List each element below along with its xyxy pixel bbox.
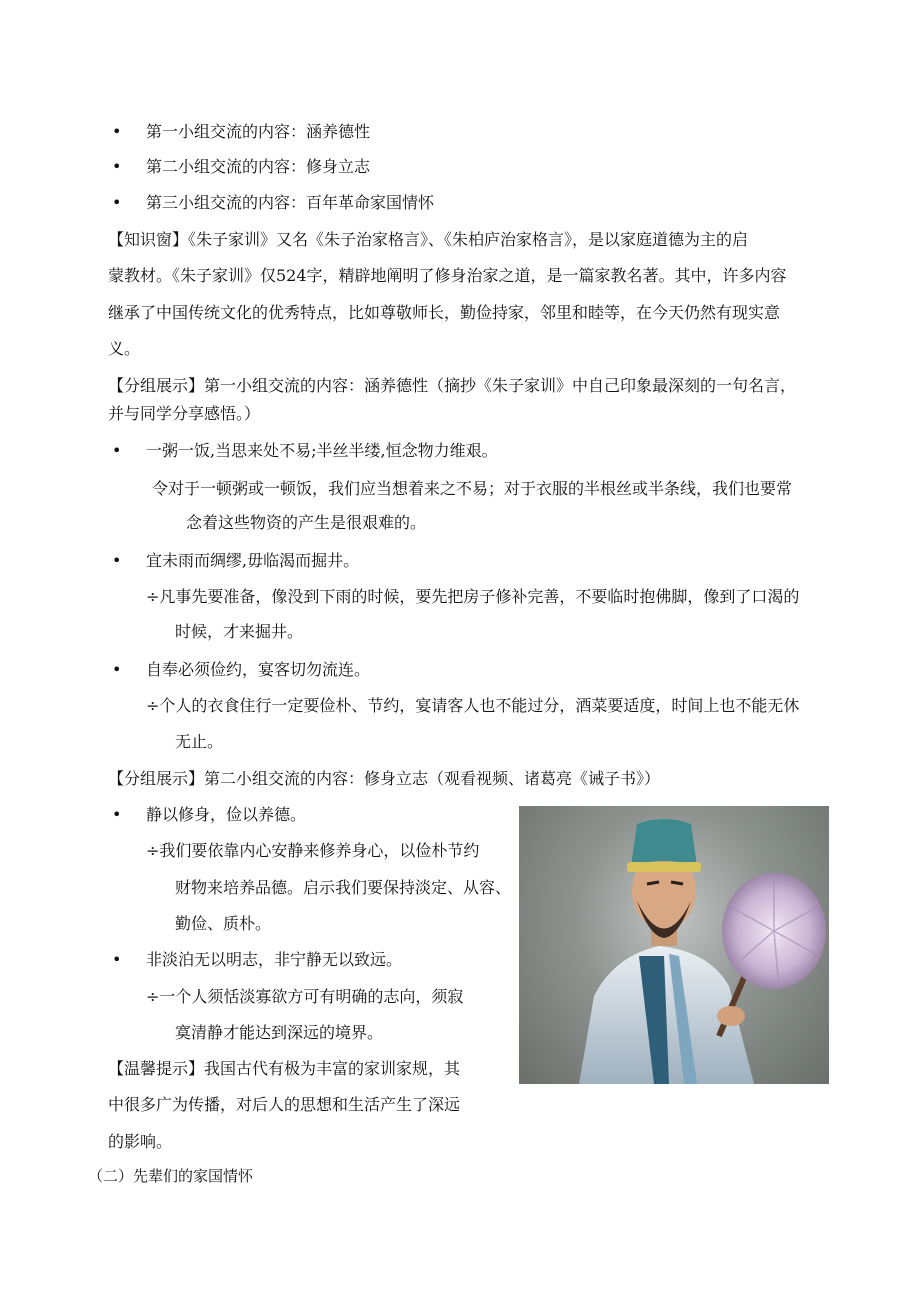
group1-quote-2-note-line-1: ÷凡事先要准备，像没到下雨的时候，要先把房子修补完善，不要临时抱佛脚，像到了口渴的 bbox=[146, 587, 800, 606]
bullet-dot: • bbox=[112, 551, 122, 570]
topic-3: 第三小组交流的内容：百年革命家国情怀 bbox=[146, 193, 435, 212]
group1-quote-2-note-line-2: 时候，才来掘井。 bbox=[175, 622, 304, 641]
group1-quote-3-note-line-2: 无止。 bbox=[175, 732, 224, 751]
group1-quote-2: 宜未雨而绸缪,毋临渴而掘井。 bbox=[146, 551, 360, 570]
topic-2: 第二小组交流的内容：修身立志 bbox=[146, 157, 371, 176]
group2-heading: 【分组展示】第二小组交流的内容：修身立志（观看视频、诸葛亮《诫子书》） bbox=[108, 769, 661, 788]
bullet-dot: • bbox=[112, 950, 122, 969]
section-heading: （二）先辈们的家国情怀 bbox=[88, 1167, 254, 1185]
group2-quote-2: 非淡泊无以明志，非宁静无以致远。 bbox=[146, 950, 403, 969]
group2-quote-1-note-line-2: 财物来培养品德。启示我们要保持淡定、从容、 bbox=[175, 878, 512, 897]
bullet-dot: • bbox=[112, 805, 122, 824]
knowledge-line-3: 继承了中国传统文化的优秀特点，比如尊敬师长，勤俭持家，邻里和睦等，在今天仍然有现实意 bbox=[108, 303, 781, 322]
bullet-dot: • bbox=[112, 660, 122, 679]
group2-quote-1-note-line-3: 勤俭、质朴。 bbox=[175, 914, 272, 933]
knowledge-line-2: 蒙教材。《朱子家训》仅524字，精辟地阐明了修身治家之道，是一篇家教名著。其中，许多内容 bbox=[108, 266, 787, 285]
zhuge-liang-illustration bbox=[519, 806, 829, 1084]
bullet-dot: • bbox=[112, 157, 122, 176]
group2-quote-1-note-line-1: ÷我们要依靠内心安静来修养身心，以俭朴节约 bbox=[146, 841, 480, 860]
bullet-dot: • bbox=[112, 441, 122, 460]
group2-quote-2-note-line-1: ÷一个人须恬淡寡欲方可有明确的志向，须寂 bbox=[146, 987, 464, 1006]
tip-line-2: 中很多广为传播，对后人的思想和生活产生了深远 bbox=[108, 1095, 461, 1114]
knowledge-line-1: 【知识窗】《朱子家训》又名《朱子治家格言》、《朱柏庐治家格言》，是以家庭道德为主的启 bbox=[108, 230, 749, 249]
tip-line-1: 【温馨提示】我国古代有极为丰富的家训家规，其 bbox=[108, 1059, 461, 1078]
knowledge-line-4: 义。 bbox=[108, 339, 141, 358]
bullet-dot: • bbox=[112, 193, 122, 212]
group1-quote-3-note-line-1: ÷个人的衣食住行一定要俭朴、节约，宴请客人也不能过分，酒菜要适度，时间上也不能无休 bbox=[146, 696, 800, 715]
tip-line-3: 的影响。 bbox=[108, 1132, 173, 1151]
group1-quote-1-note-line-1: 令对于一顿粥或一顿饭，我们应当想着来之不易；对于衣服的半根丝或半条线，我们也要常 bbox=[152, 479, 793, 498]
group1-quote-1: 一粥一饭,当思来处不易;半丝半缕,恒念物力维艰。 bbox=[146, 441, 498, 460]
group2-quote-2-note-line-2: 寞清静才能达到深远的境界。 bbox=[175, 1023, 384, 1042]
group1-quote-3: 自奉必须俭约，宴客切勿流连。 bbox=[146, 660, 371, 679]
bullet-dot: • bbox=[112, 122, 122, 141]
group1-heading-line-2: 并与同学分享感悟。） bbox=[108, 404, 261, 423]
group1-heading-line-1: 【分组展示】第一小组交流的内容：涵养德性（摘抄《朱子家训》中自己印象最深刻的一句名言， bbox=[108, 376, 797, 395]
group2-quote-1: 静以修身，俭以养德。 bbox=[146, 805, 307, 824]
topic-1: 第一小组交流的内容：涵养德性 bbox=[146, 122, 371, 141]
group1-quote-1-note-line-2: 念着这些物资的产生是很艰难的。 bbox=[186, 513, 427, 532]
